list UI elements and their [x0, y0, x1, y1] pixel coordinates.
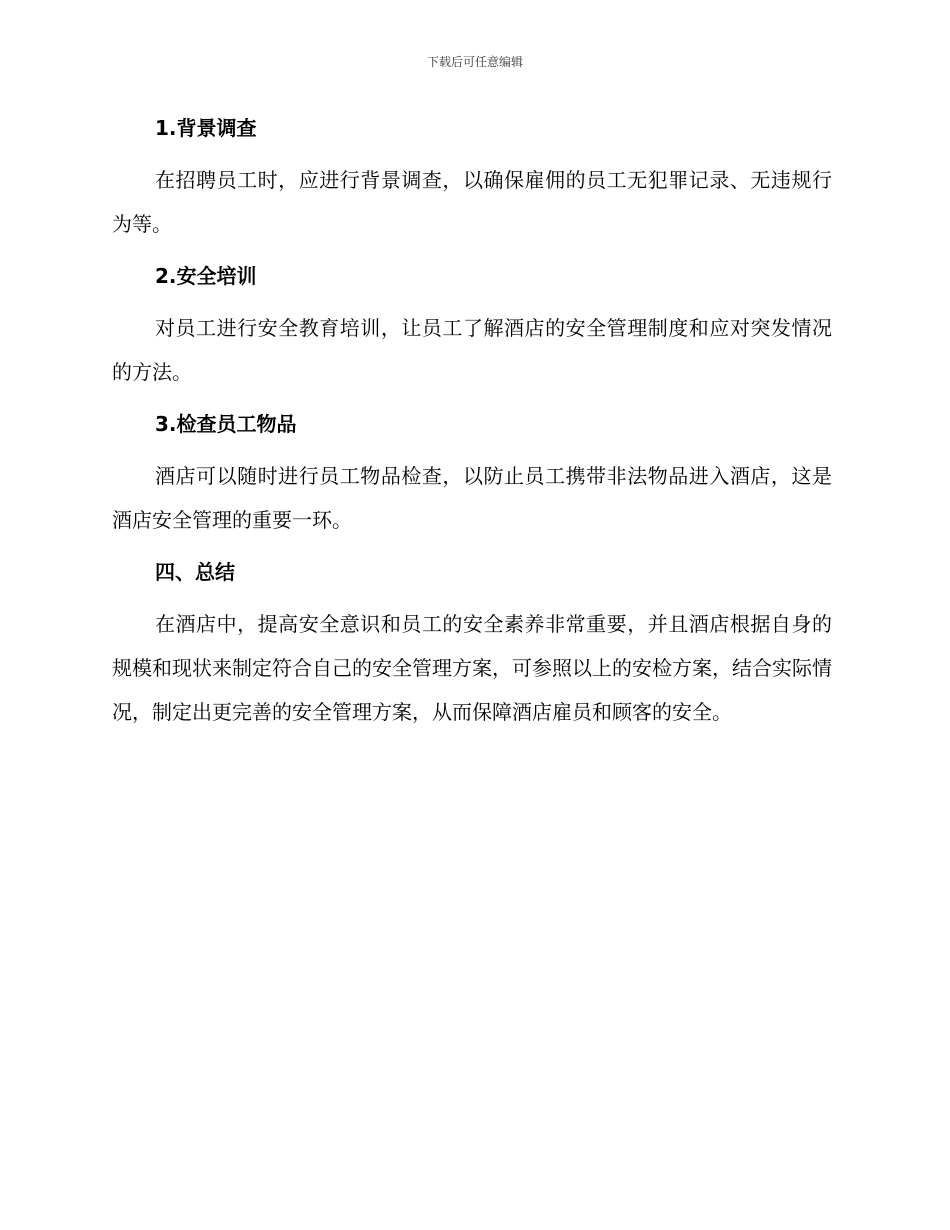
section-paragraph-summary: 在酒店中，提高安全意识和员工的安全素养非常重要，并且酒店根据自身的规模和现状来制定符合自己的安全管理方案，可参照以上的安检方案，结合实际情况，制定出更完善的安全管理方案，从而保障酒店雇员和顾客的安全。	[112, 612, 832, 724]
section-paragraph-background-check: 在招聘员工时，应进行背景调查，以确保雇佣的员工无犯罪记录、无违规行为等。	[112, 168, 832, 236]
header-note: 下载后可任意编辑	[426, 55, 523, 69]
section-paragraph-item-inspection: 酒店可以随时进行员工物品检查，以防止员工携带非法物品进入酒店，这是酒店安全管理的重要一环。	[112, 464, 832, 532]
section-paragraph-safety-training: 对员工进行安全教育培训，让员工了解酒店的安全管理制度和应对突发情况的方法。	[112, 316, 832, 384]
section-heading-item-inspection: 3.检查员工物品	[155, 412, 297, 436]
section-heading-safety-training: 2.安全培训	[155, 264, 257, 288]
document-body	[112, 110, 832, 746]
section-heading-summary: 四、总结	[155, 560, 235, 584]
section-heading-background-check: 1.背景调查	[155, 116, 257, 140]
